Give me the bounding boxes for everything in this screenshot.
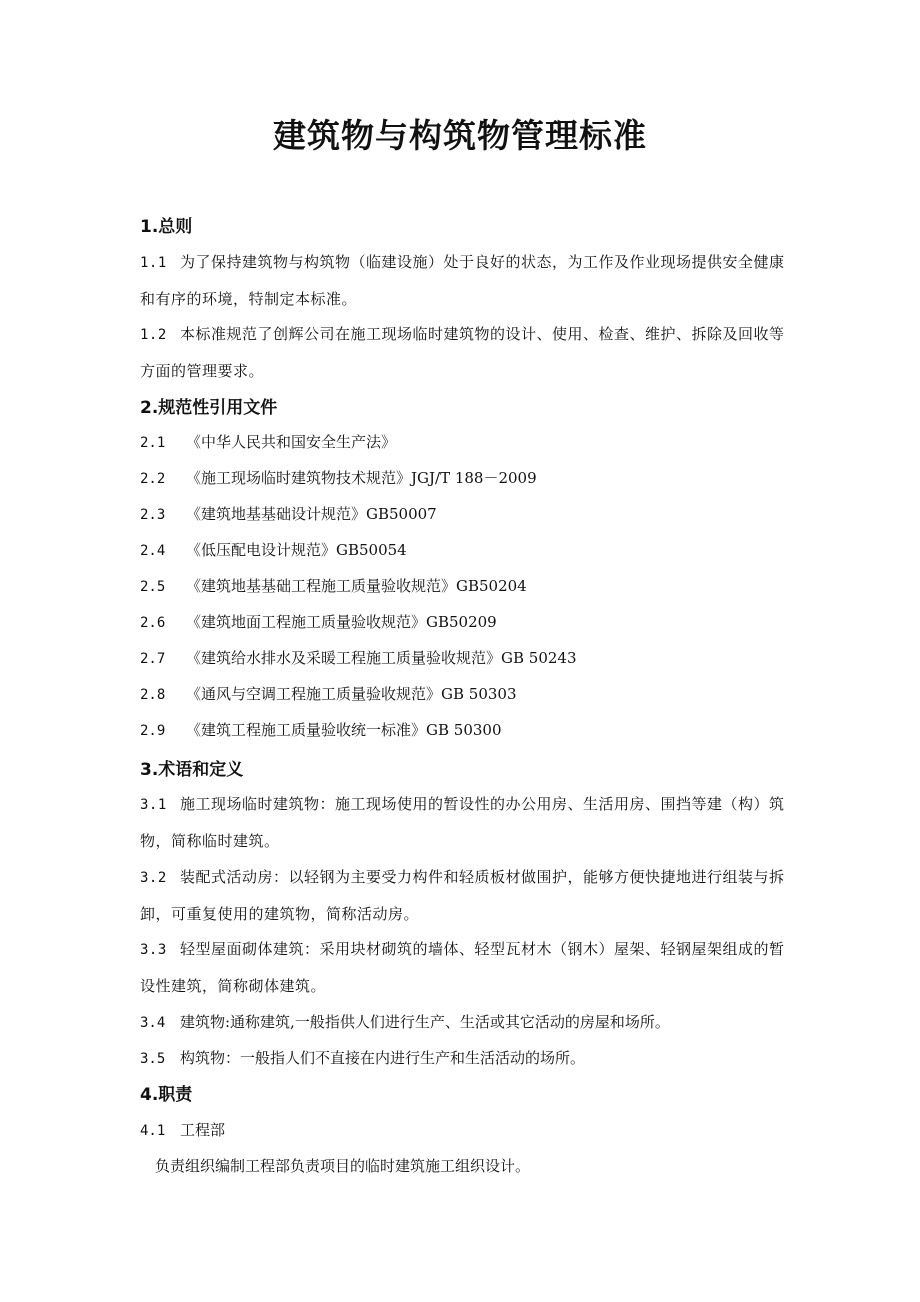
clause-number: 2.3	[140, 507, 166, 523]
paragraph-3-1	[140, 786, 790, 859]
clause-text: 构筑物：一般指人们不直接在内进行生产和生活活动的场所。	[180, 1049, 586, 1067]
reference-text: 《低压配电设计规范》GB50054	[186, 541, 407, 559]
clause-number: 4.1	[140, 1123, 166, 1139]
clause-text: 装配式活动房：以轻钢为主要受力构件和轻质板材做围护，能够方便快捷地进行组装与拆卸，可重复使用的建筑物，简称活动房。	[140, 868, 785, 923]
reference-text: 《建筑地面工程施工质量验收规范》GB50209	[186, 613, 497, 631]
clause-number: 2.6	[140, 615, 166, 631]
section-heading-responsibilities: 4.职责	[140, 1085, 193, 1105]
reference-text: 《施工现场临时建筑物技术规范》JGJ/T 188－2009	[186, 469, 537, 487]
reference-text: 《建筑给水排水及采暖工程施工质量验收规范》GB 50243	[186, 649, 577, 667]
reference-item	[140, 646, 577, 671]
reference-text: 《建筑工程施工质量验收统一标准》GB 50300	[186, 721, 502, 739]
clause-number: 2.2	[140, 471, 166, 487]
reference-text: 《建筑地基基础设计规范》GB50007	[186, 505, 437, 523]
section-heading-references: 2.规范性引用文件	[140, 398, 278, 418]
reference-text: 《中华人民共和国安全生产法》	[186, 433, 397, 451]
clause-number: 3.1	[140, 797, 167, 813]
clause-text: 建筑物:通称建筑,一般指供人们进行生产、生活或其它活动的房屋和场所。	[180, 1013, 670, 1031]
subsection-title: 工程部	[180, 1121, 226, 1139]
clause-number: 2.8	[140, 687, 166, 703]
paragraph-3-4	[140, 1010, 670, 1035]
clause-text: 本标准规范了创辉公司在施工现场临时建筑物的设计、使用、检查、维护、拆除及回收等方面的管理要求。	[140, 325, 785, 380]
clause-text: 轻型屋面砌体建筑：采用块材砌筑的墙体、轻型瓦材木（钢木）屋架、轻钢屋架组成的暂设性建筑，简称砌体建筑。	[140, 940, 785, 995]
clause-number: 1.1	[140, 255, 167, 271]
reference-item	[140, 610, 497, 635]
clause-number: 2.5	[140, 579, 166, 595]
clause-number: 2.4	[140, 543, 166, 559]
reference-item	[140, 682, 517, 707]
reference-item	[140, 430, 396, 455]
clause-number: 2.7	[140, 651, 166, 667]
reference-item	[140, 502, 437, 527]
clause-number: 3.4	[140, 1015, 166, 1031]
clause-number: 3.3	[140, 942, 167, 958]
subsection-engineering-dept	[140, 1118, 225, 1143]
section-heading-general: 1.总则	[140, 217, 193, 237]
document-title: 建筑物与构筑物管理标准	[273, 116, 647, 155]
reference-item	[140, 538, 407, 563]
reference-item	[140, 718, 502, 743]
clause-number: 3.2	[140, 870, 167, 886]
clause-text: 为了保持建筑物与构筑物（临建设施）处于良好的状态，为工作及作业现场提供安全健康和有序的环境，特制定本标准。	[140, 253, 785, 308]
paragraph-3-3	[140, 931, 790, 1004]
paragraph-1-2	[140, 316, 790, 389]
clause-number: 2.9	[140, 723, 166, 739]
engineering-dept-duty: 负责组织编制工程部负责项目的临时建筑施工组织设计。	[155, 1157, 531, 1175]
reference-item	[140, 574, 527, 599]
clause-number: 1.2	[140, 327, 167, 343]
section-heading-terms: 3.术语和定义	[140, 760, 244, 780]
reference-text: 《通风与空调工程施工质量验收规范》GB 50303	[186, 685, 517, 703]
clause-text: 施工现场临时建筑物：施工现场使用的暂设性的办公用房、生活用房、围挡等建（构）筑物，简称临时建筑。	[140, 795, 785, 850]
clause-number: 2.1	[140, 435, 166, 451]
clause-number: 3.5	[140, 1051, 166, 1067]
paragraph-1-1	[140, 244, 790, 317]
reference-item	[140, 466, 537, 491]
paragraph-3-2	[140, 859, 790, 932]
paragraph-3-5	[140, 1046, 585, 1071]
reference-text: 《建筑地基基础工程施工质量验收规范》GB50204	[186, 577, 527, 595]
